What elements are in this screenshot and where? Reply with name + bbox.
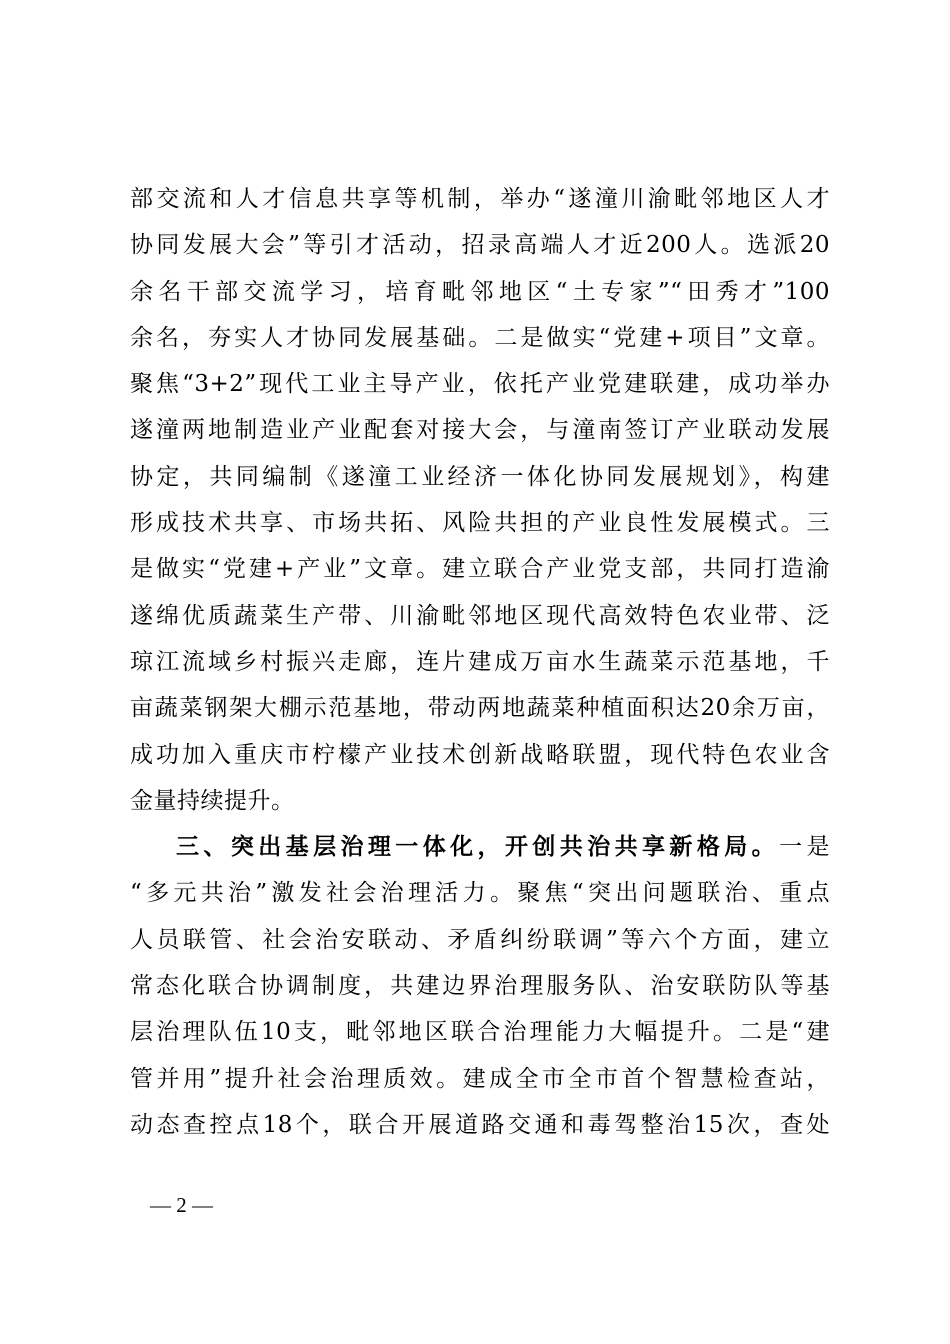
paragraph-2-lead-text: 一是: [779, 834, 831, 861]
paragraph-1-line: 遂潼两地制造业产业配套对接大会，与潼南签订产业联动发展: [130, 417, 830, 444]
paragraph-1-line: 金量持续提升。: [130, 787, 295, 814]
paragraph-1-line: 协定，共同编制《遂潼工业经济一体化协同发展规划》，构建: [130, 463, 830, 490]
paragraph-2-line: 常态化联合协调制度，共建边界治理服务队、治安联防队等基: [130, 973, 830, 1000]
paragraph-2-line: “多元共治”激发社会治理活力。聚焦“突出问题联治、重点: [130, 880, 830, 907]
paragraph-1-line: 遂绵优质蔬菜生产带、川渝毗邻地区现代高效特色农业带、泛: [130, 602, 830, 629]
paragraph-1-line: 余名干部交流学习，培育毗邻地区“土专家”“田秀才”100: [130, 278, 830, 305]
paragraph-1-line: 形成技术共享、市场共拓、风险共担的产业良性发展模式。三: [130, 510, 830, 537]
paragraph-1-line: 成功加入重庆市柠檬产业技术创新战略联盟，现代特色农业含: [130, 741, 830, 768]
paragraph-1-line: 琼江流域乡村振兴走廊，连片建成万亩水生蔬菜示范基地，千: [130, 648, 830, 675]
paragraph-1-line: 是做实“党建+产业”文章。建立联合产业党支部，共同打造渝: [130, 556, 830, 583]
paragraph-2-line: 管并用”提升社会治理质效。建成全市全市首个智慧检查站，: [130, 1065, 830, 1092]
paragraph-2-line: 动态查控点18个，联合开展道路交通和毒驾整治15次，查处: [130, 1111, 830, 1138]
paragraph-1-line: 余名，夯实人才协同发展基础。二是做实“党建+项目”文章。: [130, 324, 830, 351]
paragraph-2-first-line: [130, 824, 830, 870]
page-number: — 2 —: [150, 1193, 213, 1217]
paragraph-1-line: 协同发展大会”等引才活动，招录高端人才近200人。选派20: [130, 232, 830, 259]
section-heading: 三、突出基层治理一体化，开创共治共享新格局。: [176, 833, 780, 861]
paragraph-1-line: 亩蔬菜钢架大棚示范基地，带动两地蔬菜种植面积达20余万亩，: [130, 695, 830, 722]
paragraph-1-line: 部交流和人才信息共享等机制，举办“遂潼川渝毗邻地区人才: [130, 186, 830, 212]
body-text: [130, 176, 830, 1148]
paragraph-1-line: 聚焦“3+2”现代工业主导产业，依托产业党建联建，成功举办: [130, 371, 830, 398]
paragraph-2-line: 人员联管、社会治安联动、矛盾纠纷联调”等六个方面，建立: [130, 926, 830, 953]
paragraph-2-line: 层治理队伍10支，毗邻地区联合治理能力大幅提升。二是“建: [130, 1019, 830, 1046]
